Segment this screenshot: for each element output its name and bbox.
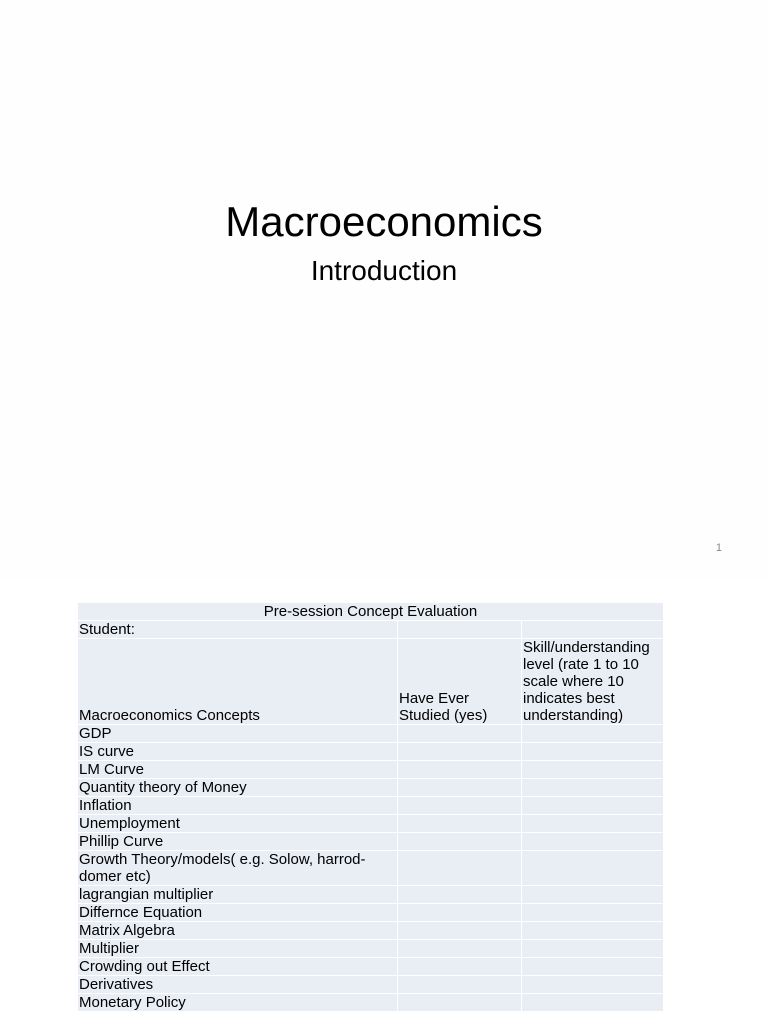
table-row <box>78 940 664 958</box>
concept-name-cell: GDP <box>78 725 398 743</box>
skill-level-cell[interactable] <box>522 761 664 779</box>
concept-name-cell: Multiplier <box>78 940 398 958</box>
studied-cell[interactable] <box>398 958 522 976</box>
concept-name-cell: IS curve <box>78 743 398 761</box>
skill-level-cell[interactable] <box>522 886 664 904</box>
skill-level-cell[interactable] <box>522 976 664 994</box>
studied-cell[interactable] <box>398 725 522 743</box>
concept-name-cell: Growth Theory/models( e.g. Solow, harrod-domer etc) <box>78 851 398 886</box>
concept-name-cell: Derivatives <box>78 976 398 994</box>
column-header-studied: Have Ever Studied (yes) <box>398 639 522 725</box>
slide-title: Macroeconomics <box>225 198 543 245</box>
page-number: 1 <box>715 542 722 554</box>
studied-cell[interactable] <box>398 940 522 958</box>
table-row <box>78 994 664 1012</box>
skill-level-cell[interactable] <box>522 904 664 922</box>
table-row <box>78 815 664 833</box>
table-row <box>78 725 664 743</box>
table-row <box>78 886 664 904</box>
concept-name-cell: lagrangian multiplier <box>78 886 398 904</box>
table-row <box>78 976 664 994</box>
studied-cell[interactable] <box>398 904 522 922</box>
table-row <box>78 958 664 976</box>
column-header-skill: Skill/understanding level (rate 1 to 10 scale where 10 indicates best understanding) <box>522 639 664 725</box>
studied-cell[interactable] <box>398 886 522 904</box>
studied-cell[interactable] <box>398 833 522 851</box>
table-row <box>78 833 664 851</box>
student-name-cell[interactable] <box>398 621 522 639</box>
studied-cell[interactable] <box>398 922 522 940</box>
skill-level-cell[interactable] <box>522 922 664 940</box>
skill-level-cell[interactable] <box>522 833 664 851</box>
concept-name-cell: LM Curve <box>78 761 398 779</box>
concept-name-cell: Matrix Algebra <box>78 922 398 940</box>
skill-level-cell[interactable] <box>522 994 664 1012</box>
table-heading: Pre-session Concept Evaluation <box>78 603 664 621</box>
studied-cell[interactable] <box>398 797 522 815</box>
concept-name-cell: Differnce Equation <box>78 904 398 922</box>
slide-subtitle: Introduction <box>310 255 458 286</box>
skill-level-cell[interactable] <box>522 815 664 833</box>
studied-cell[interactable] <box>398 761 522 779</box>
concept-name-cell: Monetary Policy <box>78 994 398 1012</box>
table-row <box>78 797 664 815</box>
student-label: Student: <box>78 621 398 639</box>
studied-cell[interactable] <box>398 779 522 797</box>
table-row <box>78 779 664 797</box>
studied-cell[interactable] <box>398 994 522 1012</box>
concept-name-cell: Unemployment <box>78 815 398 833</box>
skill-level-cell[interactable] <box>522 743 664 761</box>
skill-level-cell[interactable] <box>522 851 664 886</box>
skill-level-cell[interactable] <box>522 940 664 958</box>
concept-name-cell: Crowding out Effect <box>78 958 398 976</box>
student-extra-cell[interactable] <box>522 621 664 639</box>
concept-evaluation-table <box>77 602 664 1012</box>
skill-level-cell[interactable] <box>522 797 664 815</box>
concept-name-cell: Quantity theory of Money <box>78 779 398 797</box>
table-row <box>78 904 664 922</box>
table-row <box>78 851 664 886</box>
table-row <box>78 743 664 761</box>
studied-cell[interactable] <box>398 851 522 886</box>
concept-name-cell: Inflation <box>78 797 398 815</box>
concept-name-cell: Phillip Curve <box>78 833 398 851</box>
studied-cell[interactable] <box>398 743 522 761</box>
table-row <box>78 761 664 779</box>
column-header-concepts: Macroeconomics Concepts <box>78 639 398 725</box>
skill-level-cell[interactable] <box>522 779 664 797</box>
studied-cell[interactable] <box>398 976 522 994</box>
studied-cell[interactable] <box>398 815 522 833</box>
skill-level-cell[interactable] <box>522 958 664 976</box>
skill-level-cell[interactable] <box>522 725 664 743</box>
table-row <box>78 922 664 940</box>
